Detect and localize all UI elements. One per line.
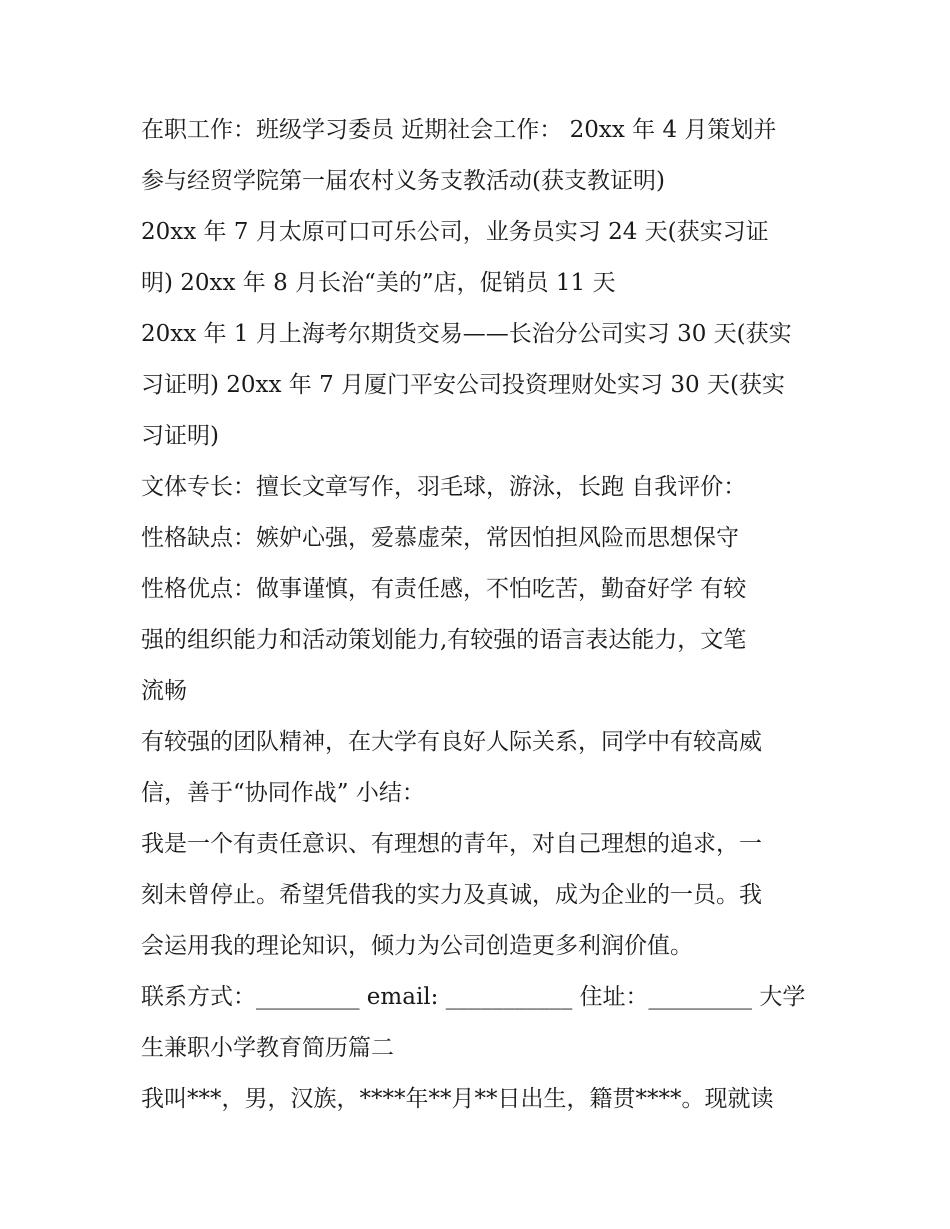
text-line: 明) 20xx 年 8 月长治“美的”店，促销员 11 天 [141,270,616,296]
text-line: 刻未曾停止。希望凭借我的实力及真诚，成为企业的一员。我 [141,882,762,908]
text-line: 生兼职小学教育简历篇二 [141,1035,394,1061]
text-line: 信，善于“协同作战” 小结： [141,780,425,806]
text-line: 性格优点：做事谨慎，有责任感，不怕吃苦，勤奋好学 有较 [141,576,747,602]
text-line: 强的组织能力和活动策划能力,有较强的语言表达能力，文笔 [141,627,747,653]
text-line: 有较强的团队精神，在大学有良好人际关系，同学中有较高威 [141,729,762,755]
text-line: 20xx 年 7 月太原可口可乐公司，业务员实习 24 天(获实习证 [141,219,769,245]
text-line: 习证明) 20xx 年 7 月厦门平安公司投资理财处实习 30 天(获实 [141,372,785,398]
text-line: 参与经贸学院第一届农村义务支教活动(获支教证明) [141,168,665,194]
text-line: 在职工作：班级学习委员 近期社会工作： 20xx 年 4 月策划并 [141,117,777,143]
text-line: 习证明) [141,423,219,449]
text-line: 我叫***，男，汉族，****年**月**日出生，籍贯****。现就读 [141,1086,774,1112]
text-line: 文体专长：擅长文章写作，羽毛球，游泳，长跑 自我评价： [141,474,747,500]
text-line: 流畅 [141,678,187,704]
text-line: 联系方式：_________ email: ___________ 住址：_________ 大学 [141,984,806,1010]
text-line: 会运用我的理论知识，倾力为公司创造更多利润价值。 [141,933,693,959]
text-line: 性格缺点：嫉妒心强，爱慕虚荣，常因怕担风险而思想保守 [141,525,739,551]
text-line: 我是一个有责任意识、有理想的青年，对自己理想的追求，一 [141,831,762,857]
text-line: 20xx 年 1 月上海考尔期货交易——长治分公司实习 30 天(获实 [141,321,792,347]
document-body [141,105,821,1125]
